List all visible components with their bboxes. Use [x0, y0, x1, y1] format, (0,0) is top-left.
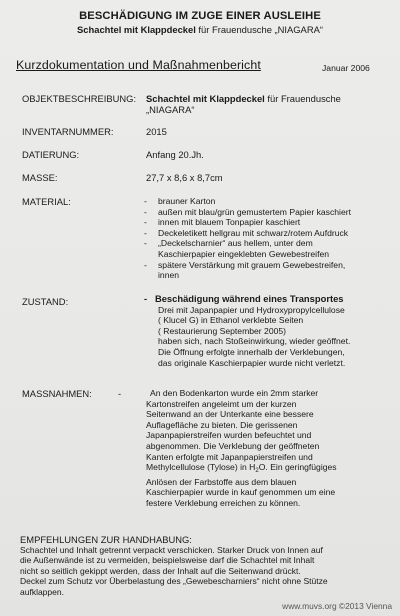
massnahmen-line: Anlösen der Farbstoffe aus dem blauen [146, 476, 297, 487]
zustand-line: ( Restaurierung September 2005) [158, 325, 287, 336]
massnahmen-line: Kaschierpapier wurde in kauf genommen um eine [146, 487, 336, 498]
zustand-text [144, 294, 384, 368]
footer-credit: www.muvs.org ©2013 Vienna [282, 601, 392, 611]
empfehlungen-line: Schachtel und Inhalt getrennt verpackt verschicken. Starker Druck von Innen auf [20, 545, 323, 555]
massnahmen-line-h2o [146, 462, 391, 477]
massnahmen-text [146, 388, 391, 509]
report-date: Januar 2006 [322, 63, 370, 73]
list-item-text: Kaschierpapier eingeklebten Gewebestreifen [158, 248, 330, 259]
list-item: - Deckeletikett hellgrau mit schwarz/rotem Aufdruck [144, 228, 351, 239]
subheading-bold: Schachtel mit Klappdeckel [77, 24, 196, 35]
list-item: - „Deckelscharnier“ aus hellem, unter dem [144, 238, 351, 249]
massnahmen-line: An den Bodenkarton wurde ein 2mm starker [150, 388, 319, 398]
zustand-line: das originale Kaschierpapier wurde nicht verletzt. [158, 357, 346, 368]
objekt-value-line2: „NIAGARA“ [146, 104, 195, 115]
zustand-line: haben sich, nach Stoßeinwirkung, wieder geöffnet. [158, 336, 351, 347]
empfehlungen-title: EMPFEHLUNGEN ZUR HANDHABUNG: [20, 534, 192, 545]
massnahmen-label: MASSNAHMEN: [22, 388, 92, 399]
massnahmen-line: Kanten erfolgte mit Japanpapierstreifen und [146, 451, 313, 462]
report-title: Kurzdokumentation und Maßnahmenbericht [16, 58, 261, 72]
massnahmen-line: abgenommen. Die Verklebung der geöffneten [146, 440, 320, 451]
zustand-line: Die Öffnung erfolgte innerhalb der Verklebungen, [158, 346, 345, 357]
massnahmen-line-start: Methylcellulose (Tylose) in H [146, 462, 256, 473]
massnahmen-line-end: O. Ein geringfügiges [258, 462, 337, 473]
objekt-value-rest: für Frauendusche [264, 93, 341, 104]
objekt-label: OBJEKTBESCHREIBUNG: [22, 93, 137, 104]
datierung-label: DATIERUNG: [22, 149, 80, 160]
massnahmen-line: Auflagefläche zu bieten. Die gerissenen [146, 419, 298, 430]
massnahmen-dash: - [118, 388, 122, 399]
empfehlungen-line: die Außenwände ist zu vermeiden, beispielsweise darf die Schachtel mit Inhalt [20, 555, 315, 566]
list-item: - brauner Karton [144, 196, 351, 207]
zustand-line: ( Klucel G) in Ethanol verklebte Seiten [158, 315, 304, 326]
objekt-value-bold: Schachtel mit Klappdeckel [146, 93, 265, 104]
empfehlungen-line: nicht so seitlich gekippt werden, dass der Inhalt auf die Seitenwand drückt. [20, 565, 301, 576]
empfehlungen-text [20, 545, 395, 597]
list-item-continued [144, 270, 351, 281]
empfehlungen-line: aufklappen. [20, 586, 64, 597]
empfehlungen-line: Deckel zum Schutz vor Überbelastung des „Gewebescharniers“ nicht ohne Stütze [20, 576, 328, 587]
massnahmen-line: Japanpapierstreifen wurden befeuchtet und [146, 430, 312, 441]
material-label: MATERIAL: [22, 196, 71, 207]
material-list [144, 196, 351, 281]
document-heading: BESCHÄDIGUNG IM ZUGE EINER AUSLEIHE [79, 10, 321, 22]
list-item-continued [144, 249, 351, 260]
zustand-heading-text: Beschädigung während eines Transportes [154, 293, 344, 304]
inventar-value: 2015 [146, 126, 167, 137]
subscript-2: 2 [255, 468, 259, 475]
objekt-value [146, 93, 341, 115]
list-item: - spätere Verstärkung mit grauem Gewebestreifen, [144, 260, 351, 271]
datierung-value: Anfang 20.Jh. [146, 149, 204, 160]
massnahmen-line: Kartonstreifen angeleimt um der kurzen [146, 398, 297, 409]
list-item: - außen mit blau/grün gemustertem Papier kaschiert [144, 207, 351, 218]
zustand-line: Drei mit Japanpapier und Hydroxypropylcellulose [158, 304, 345, 315]
massnahmen-line: Seitenwand an der Unterkante eine bessere [146, 409, 314, 420]
subheading-rest: für Frauendusche „NIAGARA“ [195, 24, 323, 35]
list-item: - innen mit blauem Tonpapier kaschiert [144, 217, 351, 228]
zustand-label: ZUSTAND: [22, 296, 69, 307]
document-subheading [0, 24, 400, 35]
masse-value: 27,7 x 8,6 x 8,7cm [146, 172, 223, 183]
list-item-text: innen [158, 270, 180, 281]
masse-label: MASSE: [22, 172, 58, 183]
zustand-heading: - Beschädigung während eines Transportes [144, 293, 344, 304]
inventar-label: INVENTARNUMMER: [22, 126, 114, 137]
massnahmen-line: festere Verklebung erreichen zu können. [146, 497, 301, 508]
